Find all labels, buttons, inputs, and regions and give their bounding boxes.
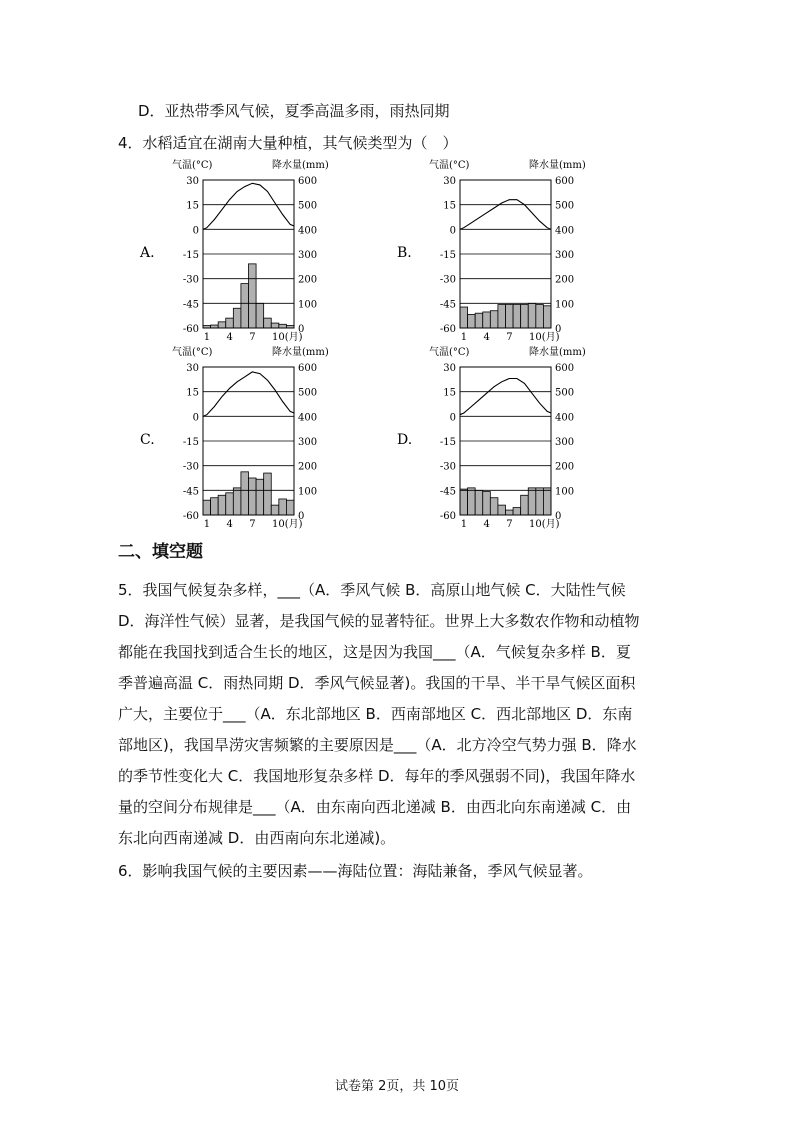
climate-chart-c — [140, 345, 329, 530]
month-tick-label: 1 — [203, 332, 211, 343]
precip-bar — [543, 488, 551, 515]
temp-tick-label: -45 — [439, 486, 456, 498]
precip-tick-label: 600 — [298, 176, 318, 187]
temp-tick-label: -60 — [439, 511, 456, 522]
temp-tick-label: -45 — [439, 299, 456, 311]
precip-bar — [536, 305, 544, 328]
precip-axis-label: 降水量(mm) — [272, 160, 329, 171]
precip-tick-label: 0 — [298, 511, 305, 522]
precip-bar — [241, 472, 249, 515]
precip-axis-label: 降水量(mm) — [272, 347, 329, 358]
precip-bar — [506, 510, 514, 515]
precip-tick-label: 500 — [298, 200, 318, 212]
temp-tick-label: 30 — [186, 363, 199, 374]
precip-bar — [249, 478, 257, 515]
precip-tick-label: 400 — [298, 412, 318, 424]
temp-tick-label: -15 — [182, 437, 199, 448]
precip-bar — [483, 492, 491, 515]
q5-line: 量的空间分布规律是___（A．由东南向西北递减 B．由西北向东南递减 C．由 — [118, 798, 632, 816]
month-tick-label: 4 — [226, 519, 233, 530]
option-label: A. — [140, 245, 155, 261]
month-tick-label: 4 — [483, 332, 490, 343]
option-label: D. — [397, 432, 413, 448]
month-tick-label: 10(月) — [272, 332, 303, 343]
month-tick-label: 7 — [506, 519, 513, 530]
precip-bar — [226, 318, 234, 328]
temp-tick-label: -45 — [182, 486, 199, 498]
month-tick-label: 1 — [203, 519, 211, 530]
precip-bar — [498, 305, 506, 328]
temperature-line — [460, 200, 551, 230]
month-tick-label: 7 — [506, 332, 513, 343]
q5-line: D．海洋性气候）显著，是我国气候的显著特征。世界上大多数农作物和动植物 — [118, 612, 640, 630]
temp-tick-label: 30 — [186, 176, 199, 187]
precip-axis-label: 降水量(mm) — [529, 347, 586, 358]
precip-tick-label: 200 — [298, 461, 318, 473]
precip-bar — [543, 306, 551, 328]
temp-tick-label: 0 — [449, 225, 456, 237]
temp-tick-label: 15 — [186, 387, 199, 399]
month-tick-label: 10(月) — [272, 519, 303, 530]
temp-tick-label: -15 — [439, 250, 456, 261]
precip-tick-label: 400 — [298, 225, 318, 237]
precip-bar — [286, 500, 294, 515]
temp-tick-label: -30 — [439, 461, 456, 473]
temp-tick-label: -30 — [182, 461, 199, 473]
precip-bar — [460, 489, 468, 515]
temp-tick-label: 0 — [192, 412, 199, 424]
q4-stem: 4．水稻适宜在湖南大量种植，其气候类型为（ ） — [118, 134, 458, 152]
precip-bar — [528, 488, 536, 515]
precip-tick-label: 500 — [555, 200, 575, 212]
precip-tick-label: 600 — [555, 363, 575, 374]
precip-tick-label: 200 — [555, 274, 575, 286]
precip-bar — [241, 284, 249, 328]
month-tick-label: 7 — [249, 332, 256, 343]
precip-tick-label: 0 — [555, 324, 562, 335]
precip-bar — [256, 303, 264, 328]
temp-tick-label: 15 — [443, 200, 456, 212]
precip-bar — [490, 498, 498, 515]
precip-tick-label: 300 — [298, 250, 318, 261]
month-tick-label: 4 — [226, 332, 233, 343]
precip-tick-label: 300 — [555, 437, 575, 448]
precip-bar — [468, 314, 476, 328]
temp-axis-label: 气温(°C) — [172, 160, 213, 171]
q5-line: 广大，主要位于___（A．东北部地区 B．西南部地区 C．西北部地区 D．东南 — [118, 705, 633, 723]
precip-bar — [513, 305, 521, 328]
precip-tick-label: 600 — [555, 176, 575, 187]
temp-tick-label: 0 — [192, 225, 199, 237]
precip-bar — [218, 495, 226, 515]
option-label: B. — [397, 245, 412, 261]
precip-bar — [521, 495, 529, 515]
q5-line: 5．我国气候复杂多样，___（A．季风气候 B．高原山地气候 C．大陆性气候 — [118, 581, 626, 599]
temp-tick-label: -30 — [439, 274, 456, 286]
precip-bar — [233, 488, 241, 515]
precip-bar — [264, 318, 272, 328]
precip-bar — [279, 324, 287, 328]
precip-bar — [498, 505, 506, 515]
precip-bar — [506, 305, 514, 328]
page-footer: 试卷第 2页，共 10页 — [334, 1079, 460, 1094]
precip-bar — [233, 308, 241, 328]
precip-bar — [256, 479, 264, 515]
precip-tick-label: 0 — [298, 324, 305, 335]
q6-text: 6．影响我国气候的主要因素——海陆位置：海陆兼备，季风气候显著。 — [118, 862, 593, 880]
temp-tick-label: -15 — [439, 437, 456, 448]
precip-tick-label: 300 — [555, 250, 575, 261]
temp-tick-label: 0 — [449, 412, 456, 424]
climate-chart-svg — [140, 345, 329, 530]
climate-chart-a — [140, 158, 329, 343]
climate-chart-svg — [397, 345, 586, 530]
precip-tick-label: 500 — [298, 387, 318, 399]
precip-tick-label: 100 — [555, 299, 575, 311]
temp-axis-label: 气温(°C) — [172, 347, 213, 358]
precip-tick-label: 100 — [298, 299, 318, 311]
temp-tick-label: -45 — [182, 299, 199, 311]
month-tick-label: 7 — [249, 519, 256, 530]
precip-bar — [271, 323, 279, 328]
temp-tick-label: 30 — [443, 363, 456, 374]
climate-chart-svg — [140, 158, 329, 343]
precip-bar — [490, 311, 498, 328]
precip-bar — [203, 500, 211, 515]
precip-tick-label: 200 — [298, 274, 318, 286]
temperature-line — [203, 183, 294, 229]
temp-tick-label: -15 — [182, 250, 199, 261]
temperature-line — [460, 379, 551, 415]
climate-chart-d — [397, 345, 586, 530]
precip-bar — [218, 322, 226, 328]
precip-bar — [475, 490, 483, 515]
q5-line: 部地区)，我国旱涝灾害频繁的主要原因是___（A．北方冷空气势力强 B．降水 — [118, 736, 637, 754]
precip-bar — [249, 264, 257, 328]
temperature-line — [203, 372, 294, 416]
precip-bar — [468, 488, 476, 515]
precip-axis-label: 降水量(mm) — [529, 160, 586, 171]
precip-tick-label: 400 — [555, 225, 575, 237]
temp-tick-label: -60 — [182, 511, 199, 522]
climate-chart-svg — [397, 158, 586, 343]
precip-tick-label: 200 — [555, 461, 575, 473]
q5-line: 季普遍高温 C．雨热同期 D．季风气候显著)。我国的干旱、半干旱气候区面积 — [118, 674, 636, 692]
temp-tick-label: 15 — [186, 200, 199, 212]
precip-tick-label: 0 — [555, 511, 562, 522]
q3-option-d: D．亚热带季风气候，夏季高温多雨，雨热同期 — [138, 102, 450, 120]
precip-bar — [279, 499, 287, 515]
q5-line: 东北向西南递减 D．由西南向东北递减)。 — [118, 829, 396, 847]
q5-line: 都能在我国找到适合生长的地区，这是因为我国___（A．气候复杂多样 B．夏 — [118, 643, 631, 661]
precip-bar — [475, 313, 483, 328]
month-tick-label: 1 — [460, 519, 468, 530]
month-tick-label: 10(月) — [529, 519, 560, 530]
precip-bar — [528, 303, 536, 328]
precip-tick-label: 500 — [555, 387, 575, 399]
temp-axis-label: 气温(°C) — [429, 347, 470, 358]
precip-bar — [264, 473, 272, 515]
month-tick-label: 1 — [460, 332, 468, 343]
section-title-fill-in: 二、填空题 — [118, 542, 203, 562]
month-tick-label: 10(月) — [529, 332, 560, 343]
precip-bar — [271, 505, 279, 515]
precip-bar — [460, 307, 468, 328]
temp-tick-label: 15 — [443, 387, 456, 399]
precip-bar — [521, 305, 529, 328]
option-label: C. — [140, 432, 155, 448]
precip-tick-label: 100 — [555, 486, 575, 498]
precip-bar — [226, 493, 234, 515]
precip-tick-label: 400 — [555, 412, 575, 424]
temp-tick-label: 30 — [443, 176, 456, 187]
precip-bar — [211, 498, 219, 515]
temp-axis-label: 气温(°C) — [429, 160, 470, 171]
climate-chart-b — [397, 158, 586, 343]
temp-tick-label: -60 — [439, 324, 456, 335]
precip-tick-label: 600 — [298, 363, 318, 374]
precip-bar — [513, 508, 521, 515]
month-tick-label: 4 — [483, 519, 490, 530]
temp-tick-label: -60 — [182, 324, 199, 335]
precip-tick-label: 300 — [298, 437, 318, 448]
precip-bar — [483, 312, 491, 328]
q5-paragraph — [118, 575, 674, 854]
q5-line: 的季节性变化大 C．我国地形复杂多样 D．每年的季风强弱不同)，我国年降水 — [118, 767, 636, 785]
precip-bar — [536, 488, 544, 515]
temp-tick-label: -30 — [182, 274, 199, 286]
precip-tick-label: 100 — [298, 486, 318, 498]
